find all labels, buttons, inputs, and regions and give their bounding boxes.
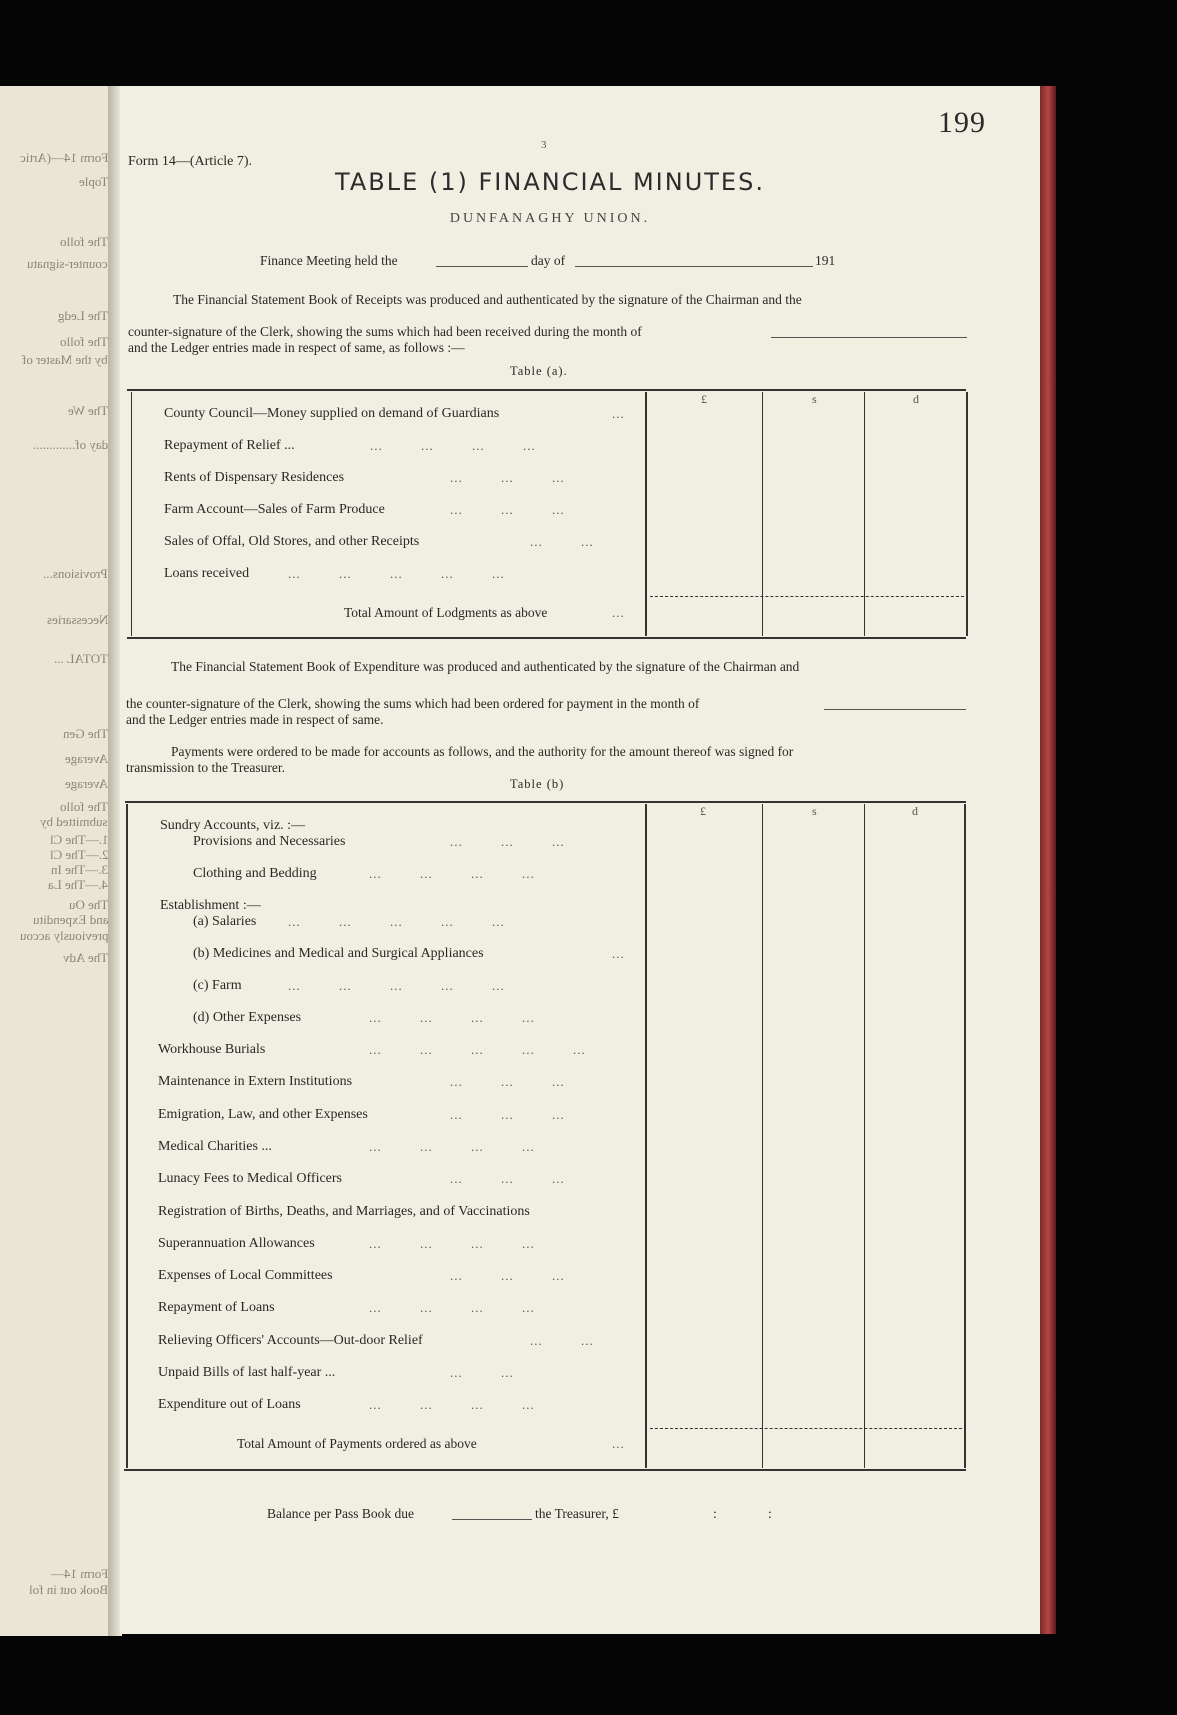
leader-dots: ... ... ... ... bbox=[369, 1138, 535, 1154]
left-page-fragment: Book out in fol bbox=[28, 1582, 108, 1597]
meeting-year: 191 bbox=[815, 253, 836, 268]
left-page-fragment: The Ledg bbox=[57, 308, 108, 323]
table-b-row: Repayment of Loans bbox=[158, 1300, 275, 1316]
small-number: 3 bbox=[541, 139, 547, 151]
leader-dots: ... ... ... ... ... bbox=[369, 1042, 586, 1057]
table-a-left-border bbox=[131, 392, 132, 636]
left-page-fragment: The We bbox=[67, 403, 108, 418]
table-b-row: Superannuation Allowances bbox=[158, 1235, 315, 1251]
table-b-row: Maintenance in Extern Institutions bbox=[158, 1074, 353, 1090]
table-a-col-pence: d bbox=[913, 392, 919, 406]
leader-dots: ... ... ... bbox=[450, 502, 565, 517]
left-page-fragment: Form 14— bbox=[50, 1566, 108, 1581]
leader-dots: ... bbox=[612, 946, 625, 961]
balance-mid: the Treasurer, £ bbox=[535, 1506, 619, 1521]
leader-dots: ... ... ... ... ... bbox=[288, 978, 505, 993]
meeting-month-blank bbox=[575, 266, 813, 267]
table-b-row: Medical Charities ... bbox=[158, 1138, 272, 1154]
table-b-total: Total Amount of Payments ordered as above bbox=[237, 1436, 477, 1451]
leader-dots: ... bbox=[612, 406, 625, 421]
table-b-right-border bbox=[964, 804, 966, 1468]
table-a-total: Total Amount of Lodgments as above bbox=[344, 605, 548, 620]
table-b-left-border bbox=[126, 804, 128, 1468]
leader-dots: ... ... bbox=[530, 534, 594, 549]
table-b-bottom-rule bbox=[124, 1469, 966, 1471]
leader-dots: ... ... ... ... bbox=[369, 866, 535, 881]
receipts-line1: The Financial Statement Book of Receipts was produced and authenticated by the signature of the Chairman and the bbox=[173, 292, 802, 307]
expenditure-line5: transmission to the Treasurer. bbox=[126, 760, 285, 775]
page-red-edge bbox=[1040, 86, 1056, 1634]
left-page-fragment: The follo bbox=[59, 334, 108, 349]
expenditure-line3: and the Ledger entries made in respect of same. bbox=[126, 712, 384, 727]
left-page-fragment: and Expenditu bbox=[32, 912, 108, 927]
table-a-row: Sales of Offal, Old Stores, and other Receipts bbox=[164, 534, 420, 549]
table-b-row: Workhouse Burials bbox=[158, 1042, 266, 1057]
left-page-fragment: Average bbox=[64, 751, 108, 766]
expenditure-line4: Payments were ordered to be made for accounts as follows, and the authority for the amount thereof was signed for bbox=[171, 744, 794, 759]
table-b-row: Emigration, Law, and other Expenses bbox=[158, 1106, 368, 1122]
table-b-sundry: Sundry Accounts, viz. :— bbox=[160, 818, 306, 833]
table-b-row: Relieving Officers' Accounts—Out-door Relief bbox=[158, 1332, 423, 1348]
table-b-row: Expenses of Local Committees bbox=[158, 1268, 333, 1284]
left-page-fragment: 4.—The La bbox=[48, 877, 108, 892]
table-a-top-rule bbox=[127, 389, 966, 391]
meeting-mid: day of bbox=[531, 253, 566, 268]
leader-dots: ... ... ... bbox=[450, 1106, 565, 1122]
table-a-col-shillings: s bbox=[812, 392, 817, 406]
table-b-col-divider bbox=[864, 804, 865, 1468]
leader-dots: ... ... ... bbox=[450, 1074, 565, 1090]
page-title: TABLE (1) FINANCIAL MINUTES. bbox=[335, 168, 765, 196]
table-a-col-pounds: £ bbox=[701, 392, 707, 406]
receipts-line2: counter-signature of the Clerk, showing the sums which had been received during the month of bbox=[128, 324, 642, 339]
leader-dots: ... ... ... ... bbox=[369, 1010, 535, 1025]
leader-dots: ... bbox=[612, 605, 625, 620]
table-b-clothing: Clothing and Bedding bbox=[193, 866, 317, 881]
leader-dots: ... ... ... ... ... bbox=[288, 914, 505, 929]
expenditure-line1: The Financial Statement Book of Expenditure was produced and authenticated by the signature of the Chairman and bbox=[171, 659, 800, 674]
left-page-fragment: The follo bbox=[59, 234, 108, 249]
balance-colon: : bbox=[713, 1506, 717, 1521]
left-page-fragment: The Adv bbox=[62, 950, 108, 965]
table-a-col-divider bbox=[645, 392, 647, 636]
left-page-fragment: counter-signatu bbox=[27, 256, 108, 271]
leader-dots: ... ... ... bbox=[450, 1268, 565, 1284]
left-page-fragment: Tople bbox=[78, 174, 108, 189]
table-b-salaries: (a) Salaries bbox=[193, 914, 257, 929]
balance-blank bbox=[452, 1519, 532, 1520]
table-b-row: Expenditure out of Loans bbox=[158, 1397, 301, 1413]
table-b-provisions: Provisions and Necessaries bbox=[193, 834, 346, 849]
left-page-fragment: The Gen bbox=[62, 726, 108, 741]
meeting-prefix: Finance Meeting held the bbox=[260, 253, 398, 268]
table-b-col-divider bbox=[645, 804, 647, 1468]
table-b-col-pounds: £ bbox=[700, 804, 706, 818]
table-a-col-divider bbox=[864, 392, 865, 636]
leader-dots: ... ... ... ... bbox=[370, 438, 536, 453]
table-b-col-shillings: s bbox=[812, 804, 817, 818]
receipts-line3: and the Ledger entries made in respect of same, as follows :— bbox=[128, 340, 465, 355]
left-page-fragment: Necessaries bbox=[46, 612, 108, 627]
table-b-col-divider bbox=[762, 804, 763, 1468]
table-a-bottom-rule bbox=[127, 637, 966, 639]
table-b-row: Registration of Births, Deaths, and Marriages, and of Vaccinations bbox=[158, 1203, 530, 1219]
leader-dots: ... ... ... ... bbox=[369, 1397, 535, 1413]
left-page-fragment: previously accou bbox=[19, 928, 108, 943]
left-page-fragment: TOTAL ... bbox=[54, 651, 108, 666]
page-number: 199 bbox=[938, 106, 986, 139]
left-page-fragment: 3.—The In bbox=[50, 862, 108, 877]
table-b-establishment: Establishment :— bbox=[160, 898, 261, 913]
left-page-fragment: Average bbox=[64, 776, 108, 791]
table-a-row: County Council—Money supplied on demand of Guardians bbox=[164, 406, 500, 421]
leader-dots: ... ... ... bbox=[450, 470, 565, 485]
left-facing-page bbox=[0, 86, 114, 1636]
left-page-fragment: 2.—The Cl bbox=[49, 847, 108, 862]
table-a-row: Loans received bbox=[164, 566, 250, 581]
table-a-right-border bbox=[966, 392, 968, 636]
left-page-fragment: The Ou bbox=[68, 897, 108, 912]
table-b-col-pence: d bbox=[912, 804, 918, 818]
leader-dots: ... bbox=[612, 1436, 625, 1451]
union-name: DUNFANAGHY UNION. bbox=[449, 211, 651, 226]
table-b-top-rule bbox=[125, 801, 966, 803]
expenditure-line2: the counter-signature of the Clerk, showing the sums which had been ordered for payment in the month of bbox=[126, 696, 700, 711]
table-b-medicines: (b) Medicines and Medical and Surgical Appliances bbox=[193, 946, 484, 961]
expenditure-month-blank bbox=[824, 709, 966, 710]
receipts-month-blank bbox=[771, 337, 967, 338]
leader-dots: ... ... bbox=[530, 1332, 594, 1348]
balance-colon: : bbox=[768, 1506, 772, 1521]
leader-dots: ... ... ... bbox=[450, 1171, 565, 1187]
table-b-row: Lunacy Fees to Medical Officers bbox=[158, 1171, 343, 1187]
left-page-fragment: The follo bbox=[59, 799, 108, 814]
left-page-fragment: day of............. bbox=[32, 437, 108, 452]
table-b-total-rule bbox=[650, 1428, 962, 1429]
table-a-row: Rents of Dispensary Residences bbox=[164, 470, 345, 485]
table-a-row: Repayment of Relief ... bbox=[164, 438, 295, 453]
table-a-col-divider bbox=[762, 392, 763, 636]
leader-dots: ... ... bbox=[450, 1365, 514, 1380]
leader-dots: ... ... ... ... bbox=[369, 1300, 535, 1316]
table-b-row: Unpaid Bills of last half-year ... bbox=[158, 1365, 336, 1380]
balance-prefix: Balance per Pass Book due bbox=[267, 1506, 414, 1521]
meeting-day-blank bbox=[436, 266, 528, 267]
leader-dots: ... ... ... ... ... bbox=[288, 566, 505, 581]
table-b-farm: (c) Farm bbox=[193, 978, 242, 993]
left-page-fragment: submitted by bbox=[40, 814, 108, 829]
table-a-caption: Table (a). bbox=[510, 364, 568, 378]
table-b-caption: Table (b) bbox=[510, 777, 565, 791]
form-label: Form 14—(Article 7). bbox=[128, 154, 253, 169]
left-page-fragment: Provisions... bbox=[43, 566, 108, 581]
left-page-fragment: by the Master of bbox=[22, 352, 108, 367]
leader-dots: ... ... ... bbox=[450, 834, 565, 849]
left-page-fragment: 1.—The Cl bbox=[49, 832, 108, 847]
table-a-total-rule bbox=[650, 596, 964, 597]
table-a-row: Farm Account—Sales of Farm Produce bbox=[164, 502, 385, 517]
leader-dots: ... ... ... ... bbox=[369, 1235, 535, 1251]
left-page-fragment: Form 14—(Artic bbox=[19, 150, 108, 165]
table-b-other: (d) Other Expenses bbox=[193, 1010, 302, 1025]
